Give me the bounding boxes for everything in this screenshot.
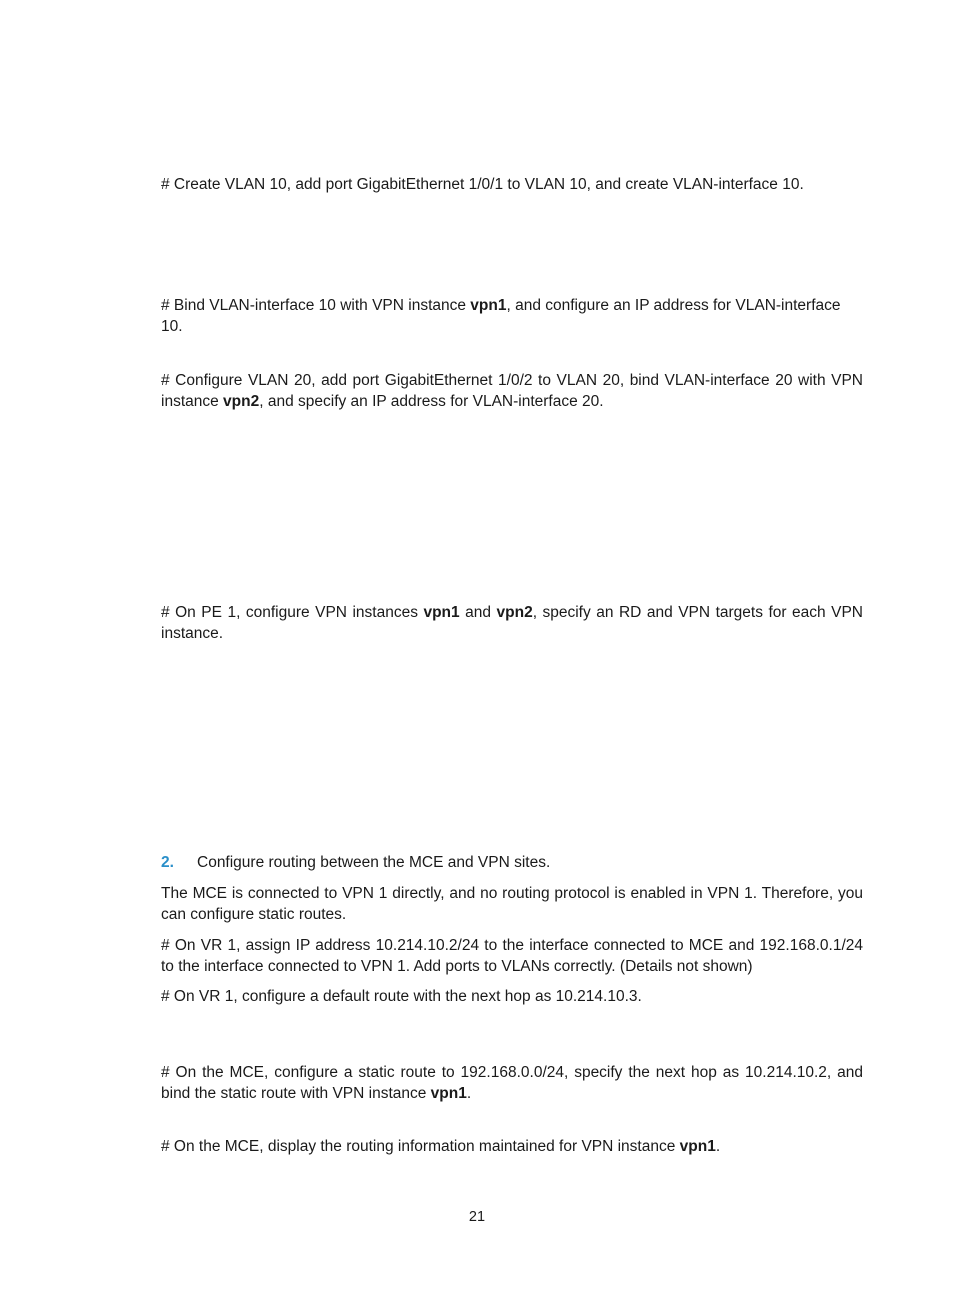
paragraph-mce-display-routing: [161, 1136, 863, 1157]
paragraph-bind-vlan-interface10: [161, 295, 863, 337]
paragraph-text: .: [715, 1138, 721, 1155]
paragraph-text: # On VR 1, assign IP address 10.214.10.2/24 to the interface connected to MCE and 192.168.0.1/24 to the interface connected to VPN 1. Add ports to VLANs correctly. (Details not shown): [161, 937, 863, 975]
vpn-instance-name: vpn1: [679, 1138, 716, 1155]
paragraph-mce-static-route: [161, 1062, 863, 1104]
paragraph-text: , and configure an IP address for VLAN-interface 10.: [161, 297, 841, 335]
page-number: 21: [468, 1209, 486, 1225]
paragraph-text: # On the MCE, display the routing information maintained for VPN instance: [161, 1138, 680, 1155]
paragraph-text: # Configure VLAN 20, add port GigabitEthernet 1/0/2 to VLAN 20, bind VLAN-interface 20 with VPN instance: [161, 372, 863, 410]
paragraph-vr1-assign-ip: [161, 935, 863, 977]
paragraph-text: The MCE is connected to VPN 1 directly, and no routing protocol is enabled in VPN 1. Therefore, you can configure static routes.: [161, 885, 863, 923]
paragraph-text: # On PE 1, configure VPN instances: [161, 604, 424, 621]
paragraph-text: # Bind VLAN-interface 10 with VPN instance: [161, 297, 471, 314]
paragraph-text: # On the MCE, configure a static route to 192.168.0.0/24, specify the next hop as 10.214.10.2, and bind the static route with VPN instance: [161, 1064, 863, 1102]
paragraph-pe1-vpn-instances: [161, 602, 863, 644]
vpn-instance-name: vpn1: [430, 1085, 467, 1102]
paragraph-create-vlan10: [161, 174, 863, 195]
paragraph-text: # On VR 1, configure a default route with the next hop as 10.214.10.3.: [161, 988, 642, 1005]
vpn-instance-name: vpn2: [223, 393, 260, 410]
paragraph-text: .: [466, 1085, 472, 1102]
paragraph-configure-vlan20: [161, 370, 863, 412]
vpn-instance-name: vpn1: [423, 604, 460, 621]
paragraph-text: and: [459, 604, 497, 621]
vpn-instance-name: vpn1: [470, 297, 507, 314]
paragraph-text: , specify an RD and VPN targets for each VPN instance.: [161, 604, 863, 642]
vpn-instance-name: vpn2: [496, 604, 533, 621]
step-heading: Configure routing between the MCE and VPN sites.: [197, 854, 551, 871]
paragraph-text: , and specify an IP address for VLAN-interface 20.: [259, 393, 604, 410]
step-number: 2.: [161, 854, 174, 871]
paragraph-text: # Create VLAN 10, add port GigabitEthernet 1/0/1 to VLAN 10, and create VLAN-interface 10.: [161, 176, 804, 193]
paragraph-vr1-default-route: [161, 986, 863, 1007]
paragraph-mce-static-routes: [161, 883, 863, 925]
